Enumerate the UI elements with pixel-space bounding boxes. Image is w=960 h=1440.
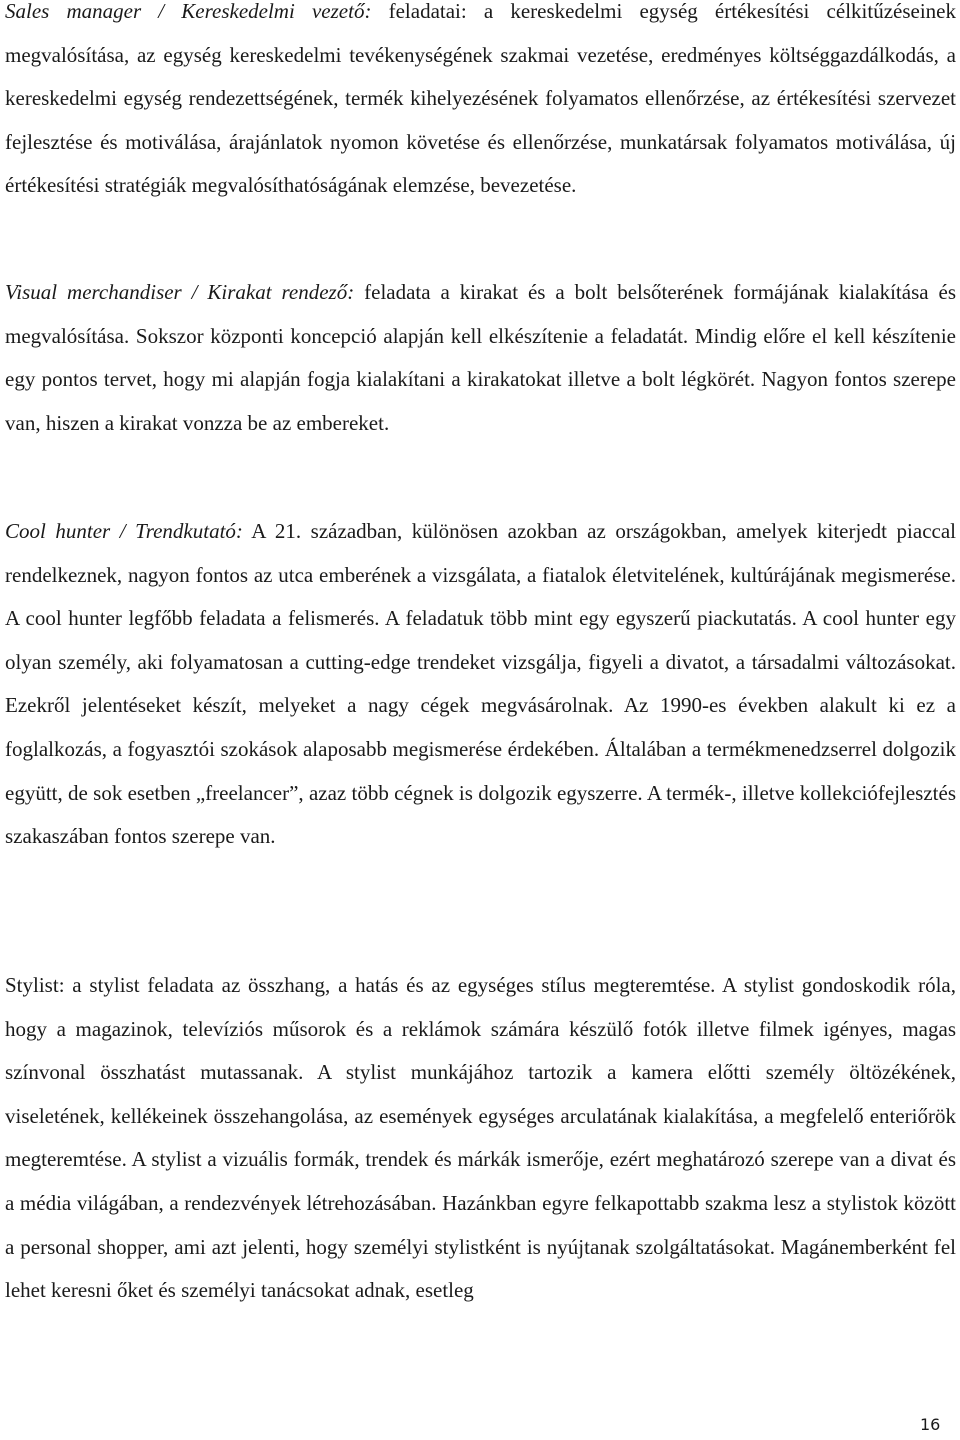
paragraph-visual-merchandiser — [5, 271, 956, 445]
paragraph-stylist — [5, 964, 956, 1313]
job-title-cool-hunter: Cool hunter / Trendkutató: — [5, 519, 243, 543]
paragraph-cool-hunter — [5, 510, 956, 859]
paragraph-text: feladatai: a kereskedelmi egység értékesítési célkitűzéseinek megvalósítása, az egység kereskedelmi tevékenységének szakmai vezetése, eredményes költséggazdálkodás, a kereskedelmi egység rendezettségének, termék kihelyezésének folyamatos ellenőrzése, az értékesítési szervezet fejlesztése és motiválása, árajánlatok nyomon követése és ellenőrzése, munkatársak folyamatos motiválása, új értékesítési stratégiák megvalósíthatóságának elemzése, bevezetése. — [5, 0, 956, 198]
job-title-visual-merchandiser: Visual merchandiser / Kirakat rendező: — [5, 280, 355, 304]
job-title-sales-manager: Sales manager / Kereskedelmi vezető: — [5, 0, 372, 23]
paragraph-text: Stylist: a stylist feladata az összhang, a hatás és az egységes stílus megteremtése. A stylist gondoskodik róla, hogy a magazinok, televíziós műsorok és a reklámok számára készülő fotók illetve filmek igényes, magas színvonal összhatást mutassanak. A stylist munkájához tartozik a kamera előtti személy öltözékének, viseletének, kellékeinek összehangolása, az események egységes arculatának kialakítása, a megfelelő enteriőrök megteremtése. A stylist a vizuális formák, trendek és márkák ismerője, ezért meghatározó szerepe van a divat és a média világában, a rendezvények létrehozásában. Hazánkban egyre felkapottabb szakma lesz a stylistok között a personal shopper, ami azt jelenti, hogy személyi stylistként is nyújtanak szolgáltatásokat. Magánemberként fel lehet keresni őket és személyi tanácsokat adnak, esetleg — [5, 973, 956, 1303]
paragraph-text: feladata a kirakat és a bolt belsőterének formájának kialakítása és megvalósítása. Sokszor központi koncepció alapján kell elkészítenie a feladatát. Mindig előre el kell készítenie egy pontos tervet, hogy mi alapján fogja kialakítani a kirakatokat illetve a bolt légkörét. Nagyon fontos szerepe van, hiszen a kirakat vonzza be az embereket. — [5, 280, 956, 435]
page-number: 16 — [920, 1415, 941, 1434]
paragraph-text: A 21. században, különösen azokban az országokban, amelyek kiterjedt piaccal rendelkeznek, nagyon fontos az utca emberének a vizsgálata, a fiatalok életvitelének, kultúrájának megismerése. A cool hunter legfőbb feladata a felismerés. A feladatuk több mint egy egyszerű piackutatás. A cool hunter egy olyan személy, aki folyamatosan a cutting-edge trendeket vizsgálja, figyeli a divatot, a társadalmi változásokat. Ezekről jelentéseket készít, melyeket a nagy cégek megvásárolnak. Az 1990-es években alakult ki ez a foglalkozás, a fogyasztói szokások alaposabb megismerése érdekében. Általában a termékmenedzserrel dolgozik együtt, de sok esetben „freelancer”, azaz több cégnek is dolgozik egyszerre. A termék-, illetve kollekciófejlesztés szakaszában fontos szerepe van. — [5, 519, 956, 849]
paragraph-sales-manager — [5, 0, 956, 208]
